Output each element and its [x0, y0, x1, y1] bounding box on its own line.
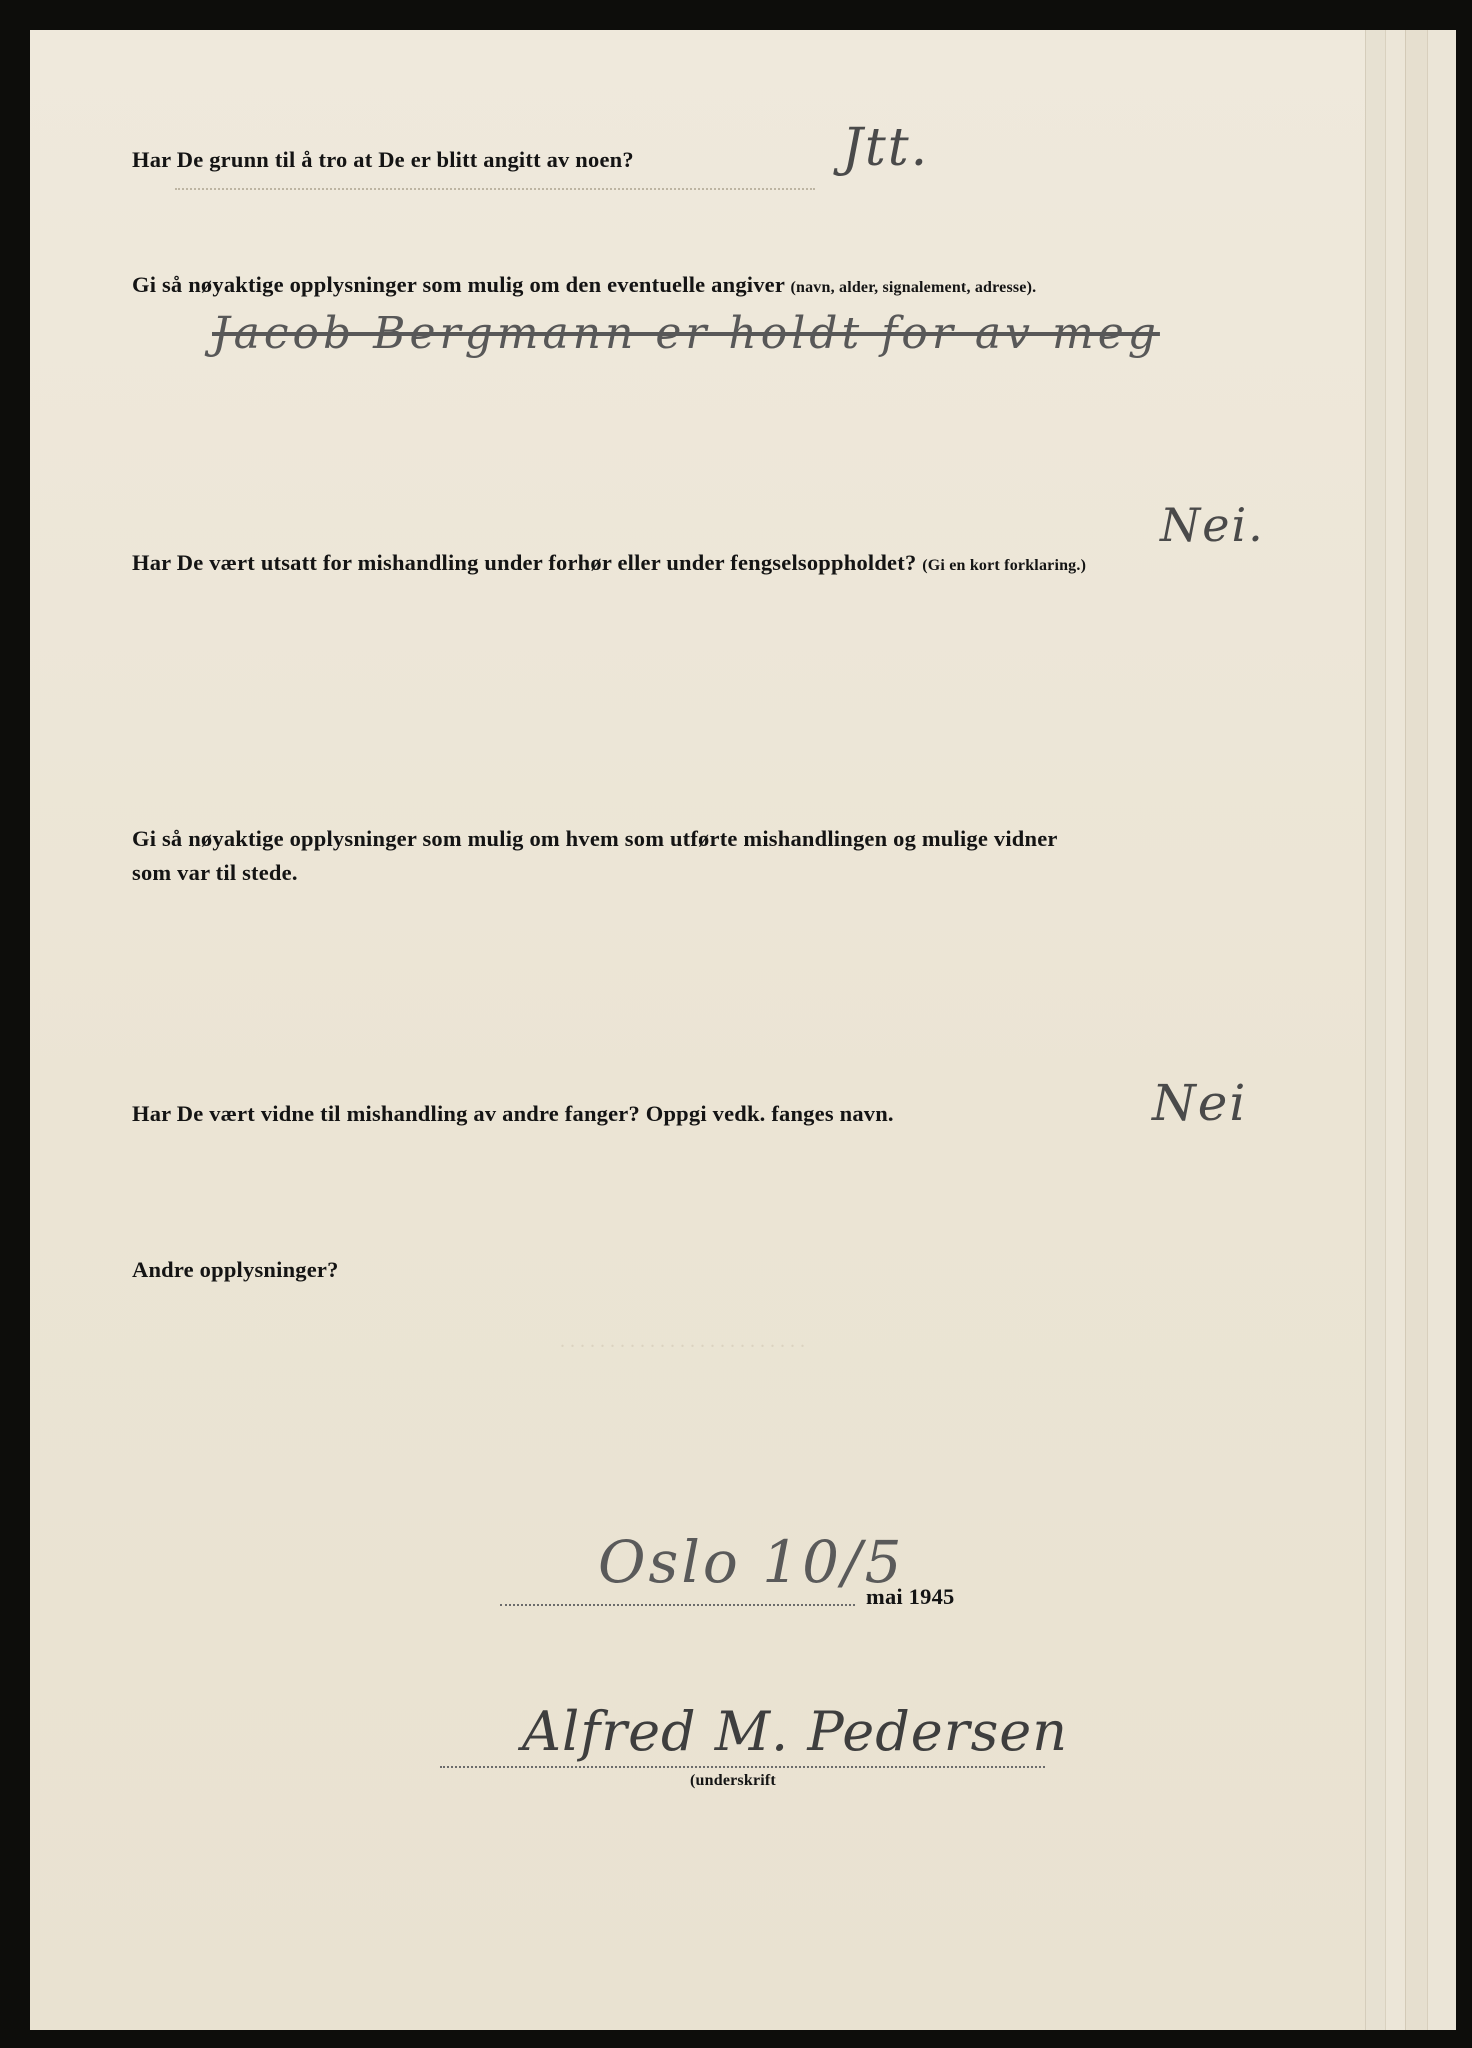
date-line	[500, 1604, 855, 1606]
bleed-through-text: . . . . . . . . . . . . . . . . . . . . . . . . .	[560, 1330, 805, 1352]
signature-line	[440, 1766, 1045, 1768]
page-edge	[1405, 30, 1428, 2030]
answer-mistreatment: Nei.	[1160, 498, 1265, 552]
page-edge	[1365, 30, 1386, 2030]
answer-line	[175, 188, 815, 190]
question-perpetrators-line2: som var til stede.	[132, 860, 298, 885]
answer-informant-details-struck: Jacob Bergmann er holdt for av meg	[212, 308, 1160, 359]
question-informant-details	[132, 272, 1036, 298]
date-month-year: mai 1945	[866, 1584, 955, 1609]
question-text: Gi så nøyaktige opplysninger som mulig om den eventuelle angiver	[132, 272, 785, 297]
question-note: (navn, alder, signalement, adresse).	[790, 279, 1037, 296]
question-text: Har De vært utsatt for mishandling under forhør eller under fengselsoppholdet?	[132, 550, 917, 575]
question-perpetrators-line1: Gi så nøyaktige opplysninger som mulig om hvem som utførte mishandlingen og mulige vidner	[132, 826, 1058, 851]
question-witness: Har De vært vidne til mishandling av andre fanger? Oppgi vedk. fanges navn.	[132, 1101, 894, 1126]
signature-label: (underskrift	[690, 1772, 776, 1789]
page-edge	[1385, 30, 1406, 2030]
question-note: (Gi en kort forklaring.)	[922, 557, 1087, 574]
signature-handwritten: Alfred M. Pedersen	[522, 1700, 1069, 1763]
place-date-handwritten: Oslo 10/5	[598, 1528, 905, 1596]
question-other-info: Andre opplysninger?	[132, 1257, 339, 1282]
answer-informant: Jtt.	[842, 118, 930, 178]
question-informant: Har De grunn til å tro at De er blitt angitt av noen?	[132, 147, 634, 172]
page-edge	[1427, 30, 1456, 2030]
question-mistreatment	[132, 550, 1086, 576]
answer-witness: Nei	[1152, 1074, 1248, 1132]
